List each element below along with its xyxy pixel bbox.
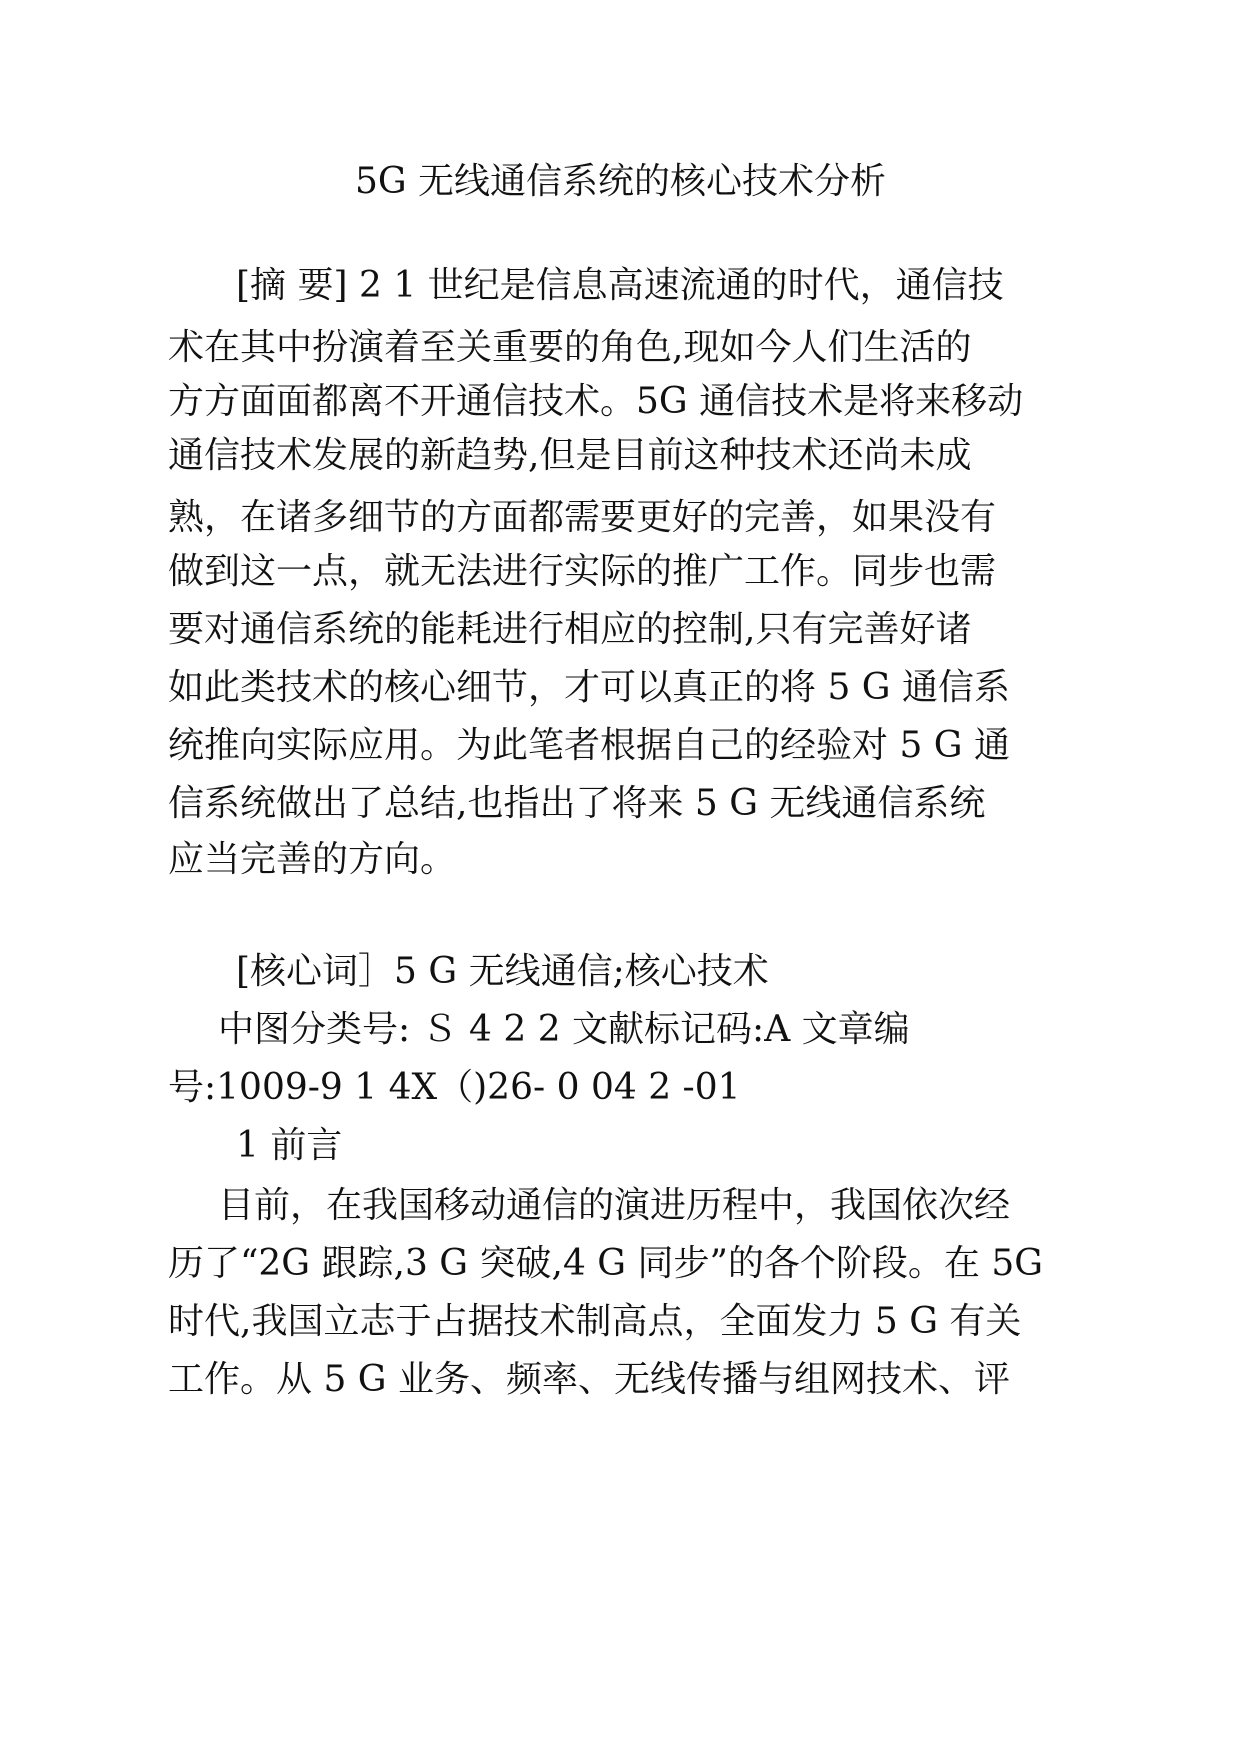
abstract-line: [摘 要] 2 1 世纪是信息高速流通的时代，通信技: [236, 265, 1004, 306]
classification-line: 号:1009-9 1 4X（)26- 0 04 2 -01: [168, 1067, 741, 1108]
abstract-line: 统推向实际应用。为此笔者根据自己的经验对 5 G 通: [168, 725, 1010, 766]
abstract-line: 方方面面都离不开通信技术。5G 通信技术是将来移动: [168, 381, 1024, 422]
section-line: 时代,我国立志于占据技术制高点，全面发力 5 G 有关: [168, 1301, 1022, 1342]
abstract-line: 应当完善的方向。: [168, 839, 457, 880]
section-heading: 1 前言: [236, 1125, 343, 1166]
abstract-line: 信系统做出了总结,也指出了将来 5 G 无线通信系统: [168, 783, 986, 824]
abstract-line: 术在其中扮演着至关重要的角色,现如今人们生活的: [168, 327, 972, 368]
abstract-line: 熟，在诸多细节的方面都需要更好的完善，如果没有: [168, 497, 997, 538]
abstract-line: 如此类技术的核心细节，才可以真正的将 5 G 通信系: [168, 667, 1010, 708]
section-line: 历了“2G 跟踪,3 G 突破,4 G 同步”的各个阶段。在 5G: [168, 1243, 1044, 1284]
document-title: 5G 无线通信系统的核心技术分析: [354, 161, 887, 202]
abstract-line: 做到这一点，就无法进行实际的推广工作。同步也需: [168, 551, 997, 592]
section-line: 目前，在我国移动通信的演进历程中，我国依次经: [218, 1185, 1011, 1226]
keywords-line: [核心词］5 G 无线通信;核心技术: [236, 951, 769, 992]
abstract-line: 要对通信系统的能耗进行相应的控制,只有完善好诸: [168, 609, 972, 650]
classification-line: 中图分类号: Ｓ 4 2 2 文献标记码:A 文章编: [218, 1009, 910, 1050]
section-line: 工作。从 5 G 业务、频率、无线传播与组网技术、评: [168, 1359, 1010, 1400]
abstract-line: 通信技术发展的新趋势,但是目前这种技术还尚未成: [168, 435, 972, 476]
